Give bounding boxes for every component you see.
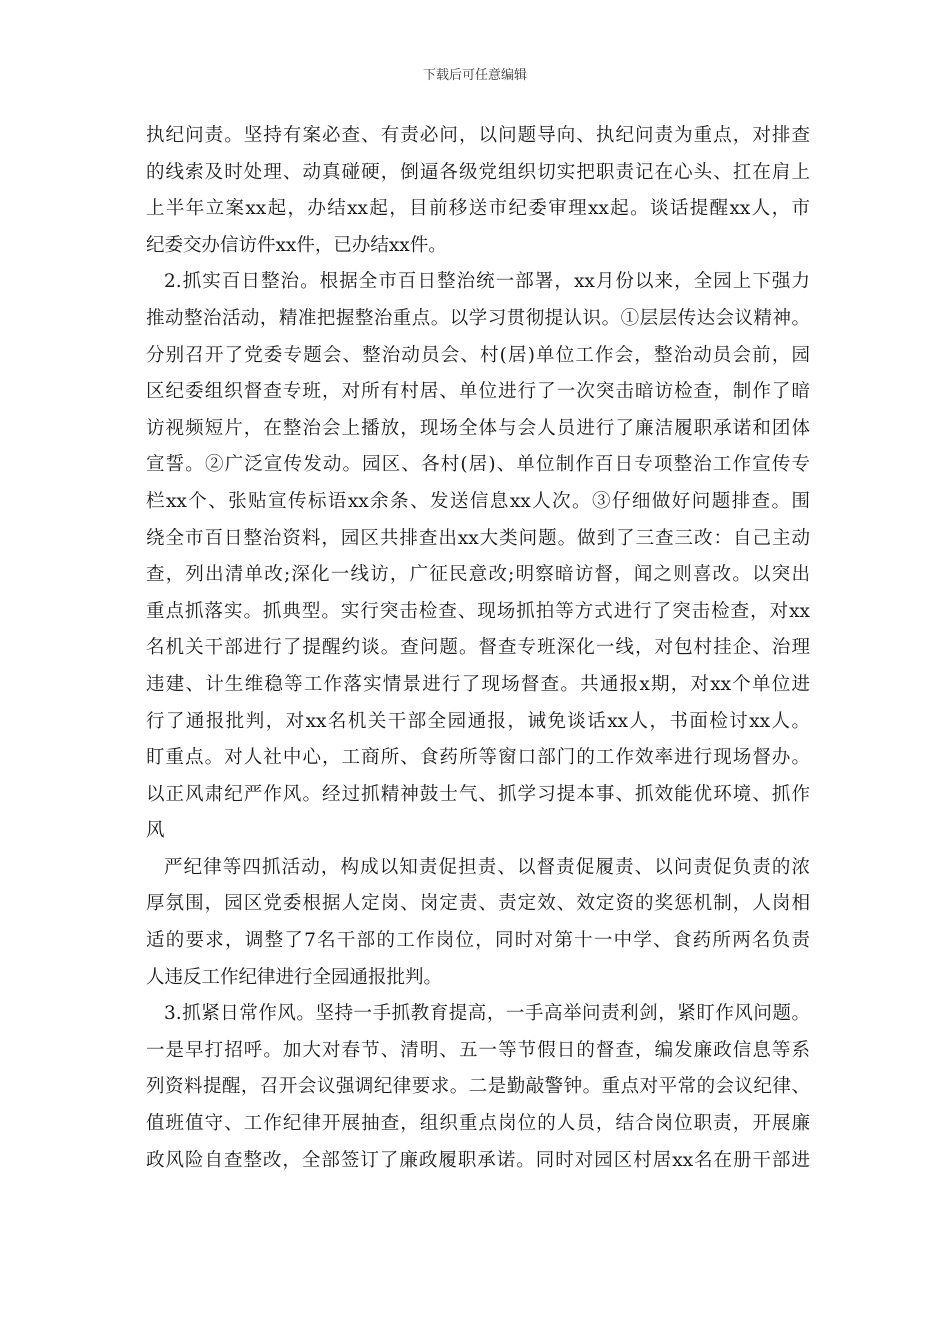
text-line: 厚氛围，园区党委根据人定岗、岗定责、责定效、效定资的奖惩机制，人岗相 xyxy=(146,893,810,915)
text-line: 3.抓紧日常作风。坚持一手抓教育提高，一手高举问责利剑，紧盯作风问题。 xyxy=(164,1003,810,1025)
page-header: 下载后可任意编辑 xyxy=(422,68,527,83)
text-line: 查，列出清单改;深化一线访，广征民意改;明察暗访督，闻之则喜改。以突出 xyxy=(146,564,810,586)
text-line: 严纪律等四抓活动，构成以知责促担责、以督责促履责、以问责促负责的浓 xyxy=(164,856,810,878)
paragraph-2 xyxy=(146,264,810,850)
text-line: 推动整治活动，精准把握整治重点。以学习贯彻提认识。①层层传达会议精神。 xyxy=(146,307,810,329)
text-line: 执纪问责。坚持有案必查、有责必问，以问题导向、执纪问责为重点，对排查 xyxy=(146,125,810,146)
text-line: 人违反工作纪律进行全园通报批判。 xyxy=(146,966,443,988)
text-line: 的线索及时处理、动真碰硬，倒逼各级党组织切实把职责记在心头、扛在肩上 xyxy=(146,161,810,183)
paragraph-3 xyxy=(146,850,810,996)
text-line: 盯重点。对人社中心，工商所、食药所等窗口部门的工作效率进行现场督办。 xyxy=(146,747,810,769)
text-line: 名机关干部进行了提醒约谈。查问题。督查专班深化一线，对包村挂企、治理 xyxy=(146,637,810,659)
text-line: 区纪委组织督查专班，对所有村居、单位进行了一次突击暗访检查，制作了暗 xyxy=(146,381,810,403)
text-line: 访视频短片，在整治会上播放，现场全体与会人员进行了廉洁履职承诺和团体 xyxy=(146,417,810,439)
text-line: 以正风肃纪严作风。经过抓精神鼓士气、抓学习提本事、抓效能优环境、抓作 xyxy=(146,783,810,805)
text-line: 违建、计生维稳等工作落实情景进行了现场督查。共通报x期，对xx个单位进 xyxy=(146,673,810,695)
text-line: 适的要求，调整了7名干部的工作岗位，同时对第十一中学、食药所两名负责 xyxy=(146,930,810,952)
paragraph-4 xyxy=(146,996,810,1179)
text-line: 政风险自查整改，全部签订了廉政履职承诺。同时对园区村居xx名在册干部进 xyxy=(146,1149,810,1171)
text-line: 栏xx个、张贴宣传标语xx余条、发送信息xx人次。③仔细做好问题排查。围 xyxy=(146,490,810,512)
text-line: 行了通报批判，对xx名机关干部全园通报，诫免谈话xx人，书面检讨xx人。 xyxy=(146,710,810,732)
paragraph-1 xyxy=(146,118,810,264)
text-line: 上半年立案xx起，办结xx起，目前移送市纪委审理xx起。谈话提醒xx人，市 xyxy=(146,198,810,220)
text-line: 2.抓实百日整治。根据全市百日整治统一部署，xx月份以来，全园上下强力 xyxy=(164,271,810,293)
document-body xyxy=(146,118,810,1179)
text-line: 列资料提醒，召开会议强调纪律要求。二是勤敲警钟。重点对平常的会议纪律、 xyxy=(146,1076,810,1098)
text-line: 值班值守、工作纪律开展抽查，组织重点岗位的人员，结合岗位职责，开展廉 xyxy=(146,1113,810,1135)
text-line: 宣誓。②广泛宣传发动。园区、各村(居)、单位制作百日专项整治工作宣传专 xyxy=(146,454,810,476)
text-line: 分别召开了党委专题会、整治动员会、村(居)单位工作会，整治动员会前，园 xyxy=(146,344,810,366)
text-line: 风 xyxy=(146,820,165,842)
text-line: 一是早打招呼。加大对春节、清明、五一等节假日的督查，编发廉政信息等系 xyxy=(146,1039,810,1061)
text-line: 绕全市百日整治资料，园区共排查出xx大类问题。做到了三查三改：自己主动 xyxy=(146,527,810,549)
text-line: 重点抓落实。抓典型。实行突击检查、现场抓拍等方式进行了突击检查，对xx xyxy=(146,600,810,622)
text-line: 纪委交办信访件xx件，已办结xx件。 xyxy=(146,234,447,256)
